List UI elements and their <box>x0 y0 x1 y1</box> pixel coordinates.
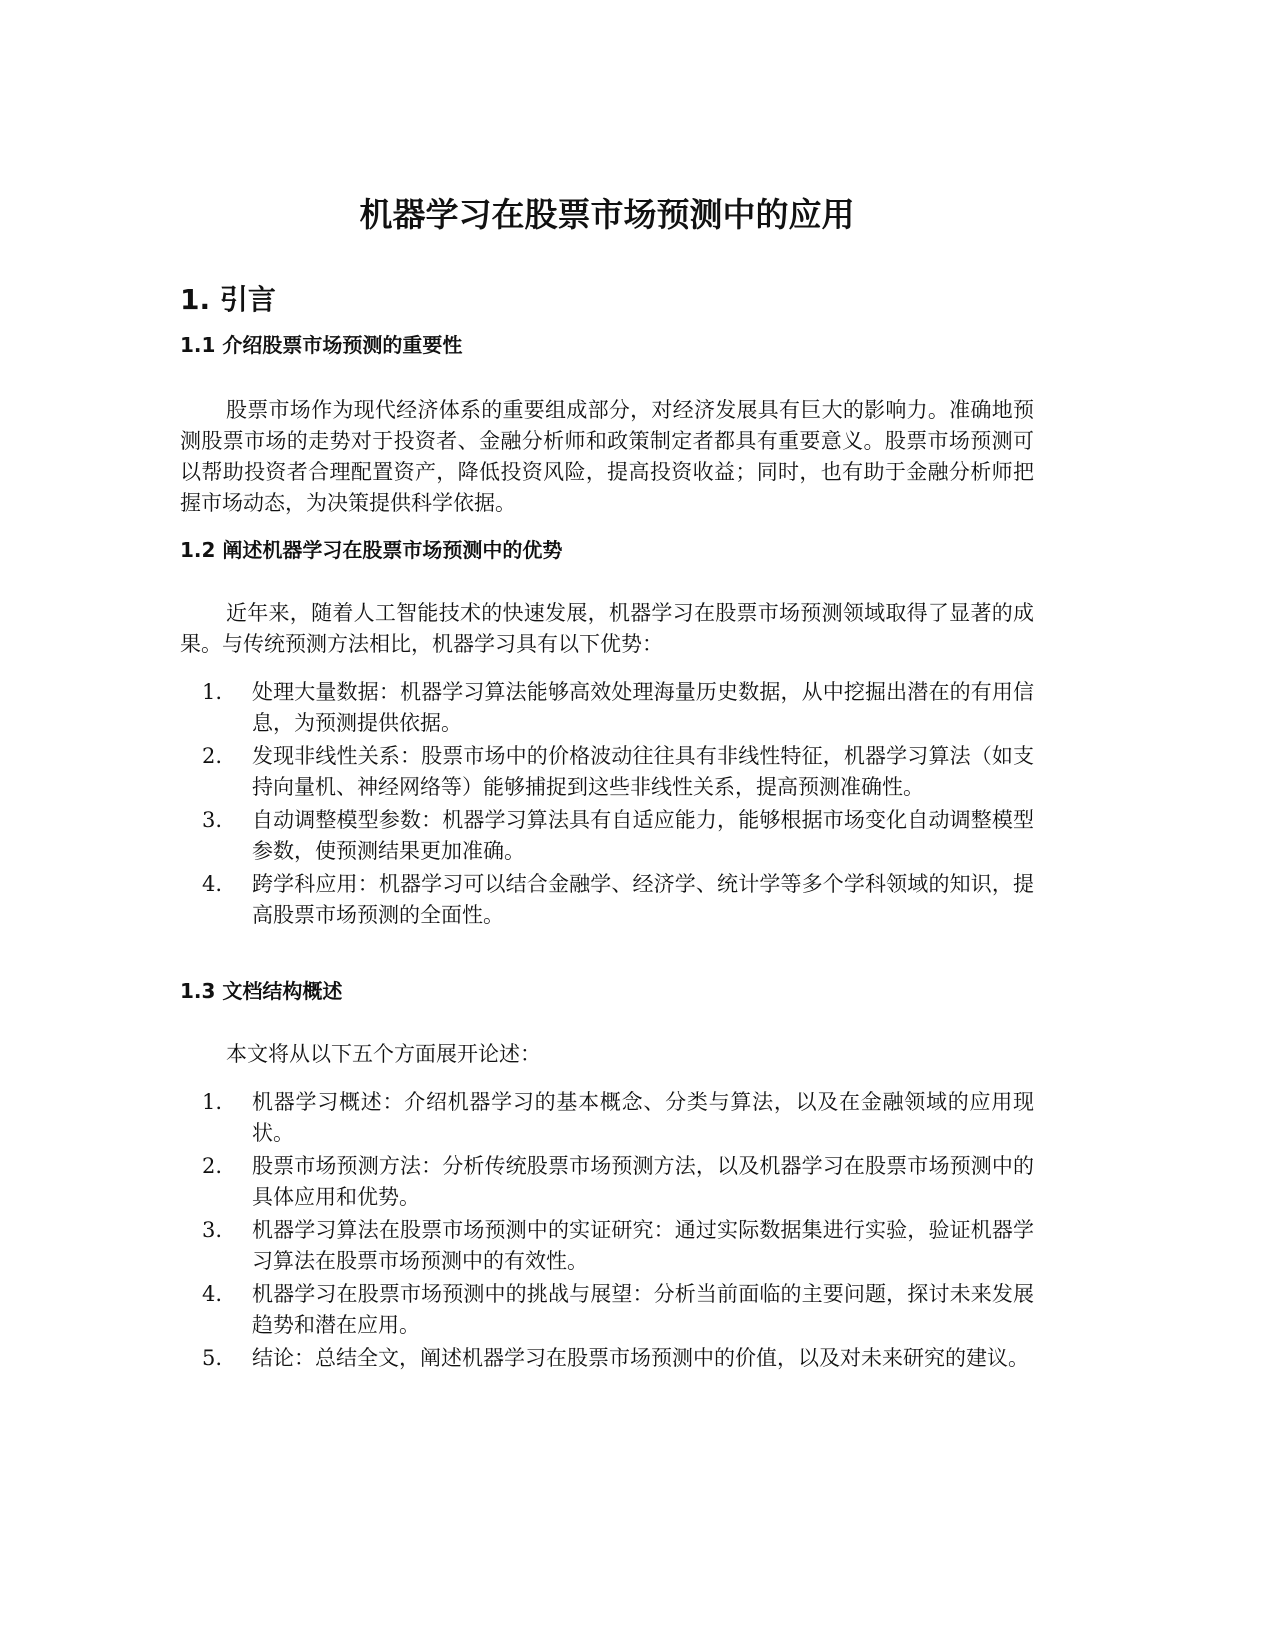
list-item-number: 1. <box>202 1090 223 1114</box>
paragraph-importance: 股票市场作为现代经济体系的重要组成部分，对经济发展具有巨大的影响力。准确地预测股票市场的走势对于投资者、金融分析师和政策制定者都具有重要意义。股票市场预测可以帮助投资者合理配置资产，降低投资风险，提高投资收益；同时，也有助于金融分析师把握市场动态，为决策提供科学依据。 <box>180 398 1034 515</box>
structure-list <box>180 1087 1034 1376</box>
list-item-text: 跨学科应用：机器学习可以结合金融学、经济学、统计学等多个学科领域的知识，提高股票市场预测的全面性。 <box>252 872 1034 927</box>
list-item-number: 3. <box>202 1218 223 1242</box>
list-item <box>180 1343 1034 1374</box>
subsection-heading-1-1: 1.1 介绍股票市场预测的重要性 <box>180 333 463 357</box>
list-item-number: 4. <box>202 1282 223 1306</box>
list-item <box>180 869 1034 931</box>
list-item-text: 结论：总结全文，阐述机器学习在股票市场预测中的价值，以及对未来研究的建议。 <box>252 1346 1029 1370</box>
list-item-text: 机器学习算法在股票市场预测中的实证研究：通过实际数据集进行实验，验证机器学习算法在股票市场预测中的有效性。 <box>252 1218 1034 1273</box>
list-item <box>180 805 1034 867</box>
subsection-heading-1-3: 1.3 文档结构概述 <box>180 979 343 1003</box>
advantages-list <box>180 677 1034 933</box>
list-item-number: 2. <box>202 1154 223 1178</box>
paragraph-advantages: 近年来，随着人工智能技术的快速发展，机器学习在股票市场预测领域取得了显著的成果。与传统预测方法相比，机器学习具有以下优势： <box>180 601 1034 656</box>
list-item-text: 股票市场预测方法：分析传统股票市场预测方法，以及机器学习在股票市场预测中的具体应用和优势。 <box>252 1154 1034 1209</box>
list-item-text: 自动调整模型参数：机器学习算法具有自适应能力，能够根据市场变化自动调整模型参数，使预测结果更加准确。 <box>252 808 1034 863</box>
subsection-heading-1-2: 1.2 阐述机器学习在股票市场预测中的优势 <box>180 538 563 562</box>
list-item-number: 2. <box>202 744 223 768</box>
list-item <box>180 1087 1034 1149</box>
list-item <box>180 1215 1034 1277</box>
list-item-number: 4. <box>202 872 223 896</box>
list-item <box>180 741 1034 803</box>
list-item-number: 3. <box>202 808 223 832</box>
list-item-text: 机器学习概述：介绍机器学习的基本概念、分类与算法，以及在金融领域的应用现状。 <box>252 1090 1034 1145</box>
paragraph-structure: 本文将从以下五个方面展开论述： <box>226 1042 541 1066</box>
document-page <box>180 0 1034 1650</box>
list-item <box>180 1151 1034 1213</box>
list-item-text: 机器学习在股票市场预测中的挑战与展望：分析当前面临的主要问题，探讨未来发展趋势和潜在应用。 <box>252 1282 1034 1337</box>
list-item-text: 发现非线性关系：股票市场中的价格波动往往具有非线性特征，机器学习算法（如支持向量机、神经网络等）能够捕捉到这些非线性关系，提高预测准确性。 <box>252 744 1034 799</box>
list-item <box>180 677 1034 739</box>
section-heading-intro: 1. 引言 <box>180 283 276 316</box>
list-item-text: 处理大量数据：机器学习算法能够高效处理海量历史数据，从中挖掘出潜在的有用信息，为预测提供依据。 <box>252 680 1034 735</box>
list-item-number: 5. <box>202 1346 223 1370</box>
list-item-number: 1. <box>202 680 223 704</box>
document-title: 机器学习在股票市场预测中的应用 <box>359 195 855 234</box>
list-item <box>180 1279 1034 1341</box>
